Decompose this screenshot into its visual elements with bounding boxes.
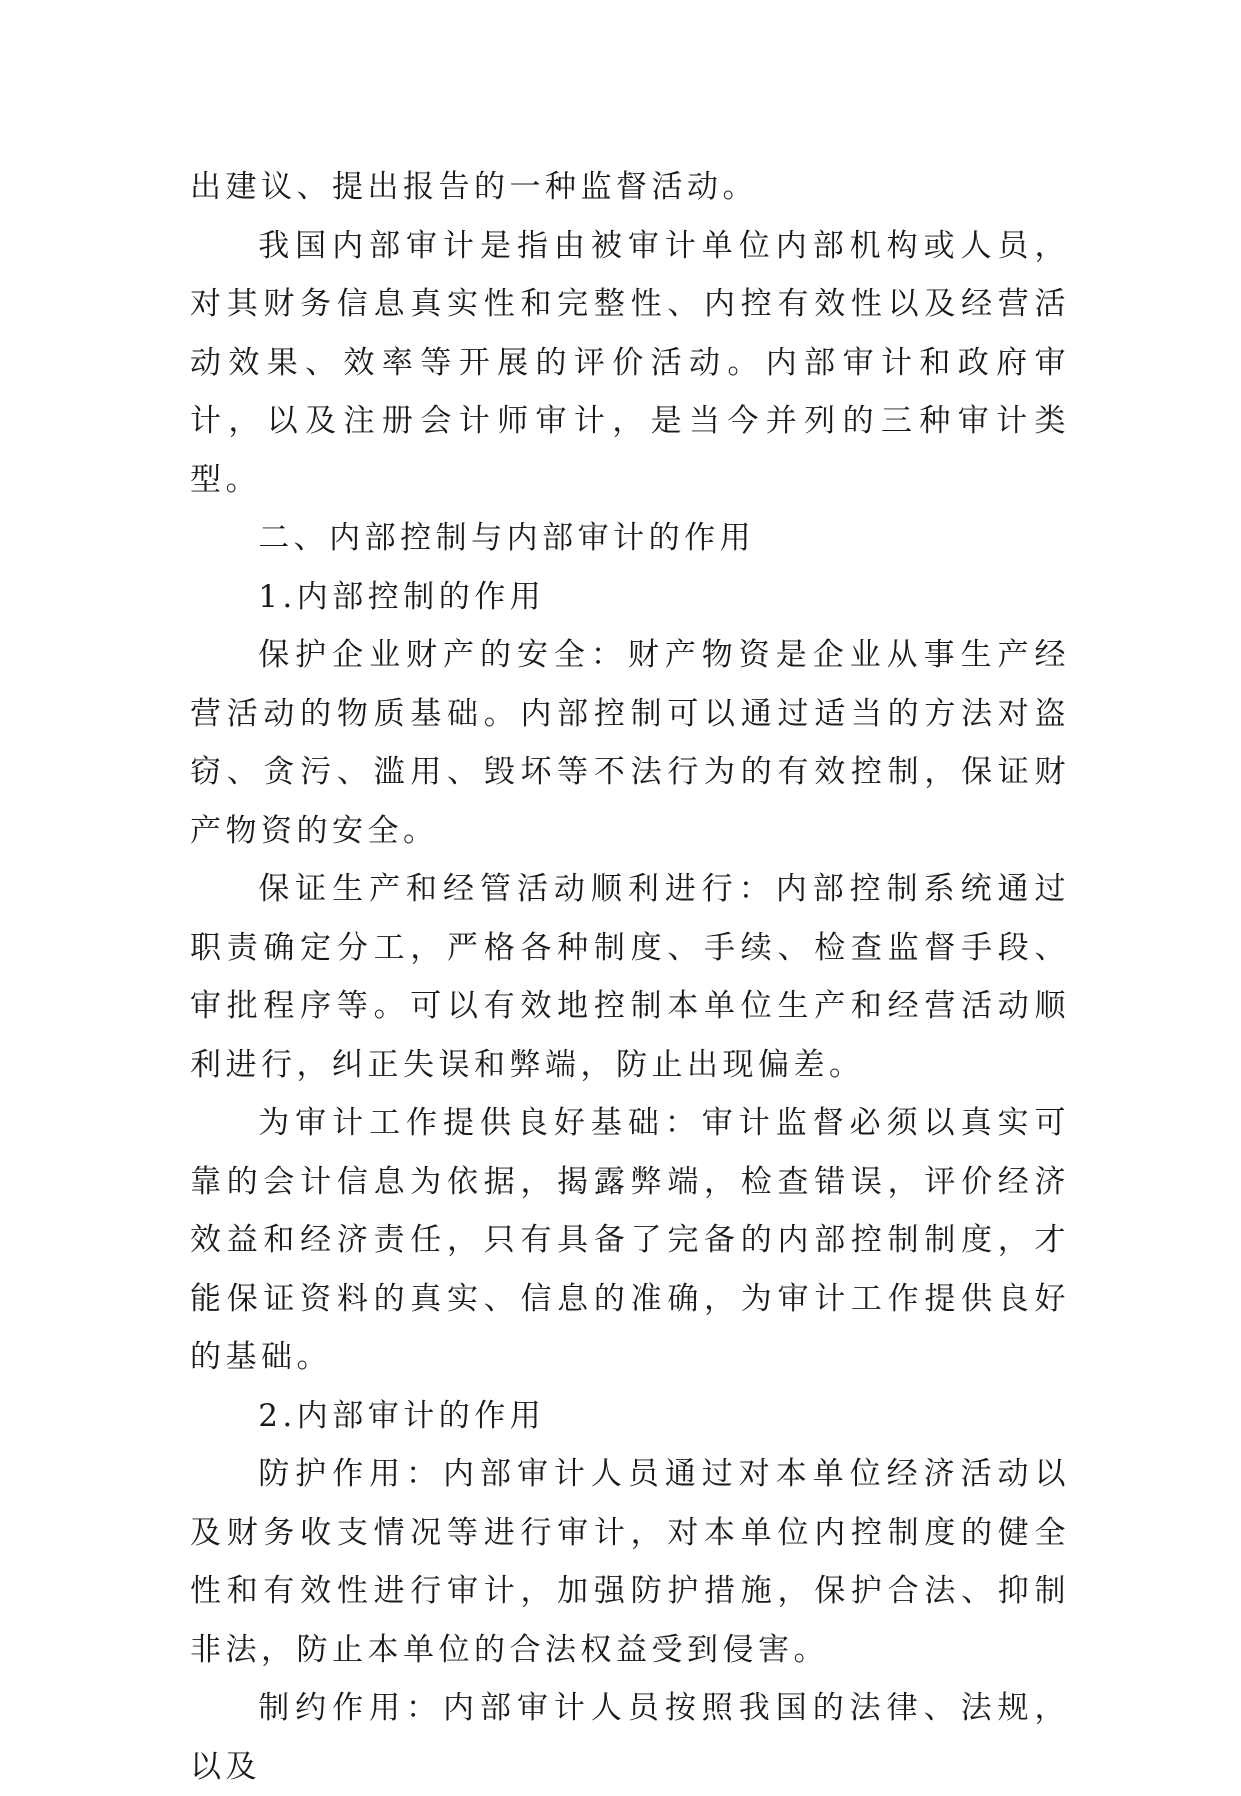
paragraph-restrictive-role: 制约作用：内部审计人员按照我国的法律、法规，以及 <box>190 1690 1070 1785</box>
subsection-heading-2-1: 1.内部控制的作用 <box>258 578 546 615</box>
subsection-heading-2-2: 2.内部审计的作用 <box>258 1397 546 1434</box>
paragraph-internal-audit-definition: 我国内部审计是指由被审计单位内部机构或人员，对其财务信息真实性和完整性、内控有效性以及经营活动效果、效率等开展的评价活动。内部审计和政府审计，以及注册会计师审计，是当今并列的三种审计类型。 <box>190 227 1070 498</box>
paragraph-protective-role: 防护作用：内部审计人员通过对本单位经济活动以及财务收支情况等进行审计，对本单位内控制度的健全性和有效性进行审计，加强防护措施，保护合法、抑制非法，防止本单位的合法权益受到侵害。 <box>190 1456 1070 1668</box>
paragraph-audit-foundation: 为审计工作提供良好基础：审计监督必须以真实可靠的会计信息为依据，揭露弊端，检查错误，评价经济效益和经济责任，只有具备了完备的内部控制制度，才能保证资料的真实、信息的准确，为审计工作提供良好的基础。 <box>190 1105 1070 1375</box>
paragraph-protect-assets: 保护企业财产的安全：财产物资是企业从事生产经营活动的物质基础。内部控制可以通过适当的方法对盗窃、贪污、滥用、毁坏等不法行为的有效控制，保证财产物资的安全。 <box>190 637 1070 849</box>
paragraph-continuation: 出建议、提出报告的一种监督活动。 <box>190 169 758 205</box>
paragraph-ensure-operations: 保证生产和经管活动顺利进行：内部控制系统通过职责确定分工，严格各种制度、手续、检查监督手段、审批程序等。可以有效地控制本单位生产和经营活动顺利进行，纠正失误和弊端，防止出现偏差。 <box>190 871 1070 1083</box>
body-text <box>190 158 1070 1796</box>
section-heading-2: 二、内部控制与内部审计的作用 <box>258 520 756 556</box>
